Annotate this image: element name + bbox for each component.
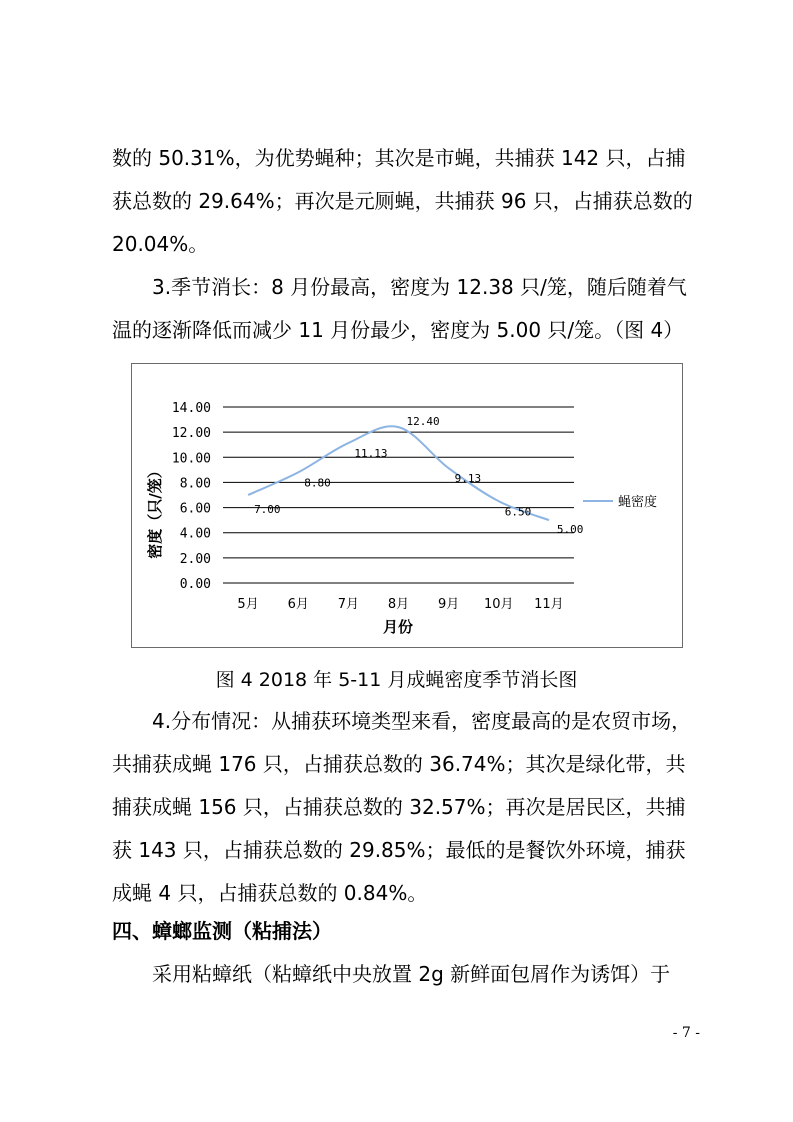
figure-caption: 图 4 2018 年 5-11 月成蝇密度季节消长图 (215, 669, 578, 691)
x-tick-label: 8月 (387, 597, 410, 612)
paragraph-seasonal (112, 266, 702, 352)
y-tick-label: 6.00 (179, 501, 211, 517)
data-label: 8.80 (304, 476, 331, 490)
data-label: 11.13 (354, 447, 388, 461)
page-number: - 7 - (672, 1025, 700, 1041)
y-tick-label: 4.00 (179, 526, 211, 542)
chart-canvas (132, 364, 684, 649)
y-tick-label: 12.00 (171, 426, 211, 442)
data-label: 12.40 (406, 415, 440, 429)
data-label: 6.50 (504, 505, 532, 519)
y-tick-label: 14.00 (171, 401, 211, 416)
y-axis-title: 密度（只/笼） (146, 463, 164, 559)
data-label: 9.13 (454, 472, 482, 486)
section-heading: 四、蟑螂监测（粘捕法） (112, 919, 332, 943)
x-tick-label: 7月 (337, 597, 359, 612)
text-distribution: 4.分布情况：从捕获环境类型来看，密度最高的是农贸市场，共捕获成蝇 176 只，占捕获总数的 36.74%；其次是绿化带，共捕获成蝇 156 只，占捕获总数的 32.57%；再次是居民区，共捕获 143 只，占捕获总数的 29.85%；最低的是餐饮外环境，捕获成蝇 4 只，占捕获总数的 0.84%。 (112, 709, 692, 905)
x-axis-title: 月份 (382, 618, 414, 636)
y-tick-label: 2.00 (179, 551, 211, 567)
text-seasonal-change: 3.季节消长：8 月份最高，密度为 12.38 只/笼，随后随着气温的逐渐降低而减少 11 月份最少，密度为 5.00 只/笼。（图 4） (112, 275, 687, 342)
x-tick-label: 6月 (287, 597, 309, 612)
paragraph-distribution (112, 700, 702, 915)
data-label: 7.00 (254, 503, 281, 516)
legend-label: 蝇密度 (618, 495, 658, 510)
x-tick-label: 11月 (534, 597, 564, 612)
x-tick-label: 9月 (438, 597, 460, 612)
density-chart (131, 363, 683, 648)
y-tick-label: 8.00 (179, 476, 211, 492)
paragraph-flies-species (112, 137, 702, 266)
x-tick-label: 5月 (237, 597, 259, 612)
text-species-ratio: 数的 50.31%，为优势蝇种；其次是市蝇，共捕获 142 只，占捕获总数的 29.64%；再次是元厕蝇，共捕获 96 只，占捕获总数的 20.04%。 (112, 146, 693, 256)
y-tick-label: 10.00 (171, 451, 211, 467)
y-tick-label: 0.00 (179, 577, 211, 592)
data-label: 5.00 (556, 523, 584, 537)
text-cockroach-method: 采用粘蟑纸（粘蟑纸中央放置 2g 新鲜面包屑作为诱饵）于 (152, 962, 671, 986)
paragraph-cockroach (112, 953, 702, 996)
x-tick-label: 10月 (484, 597, 514, 612)
